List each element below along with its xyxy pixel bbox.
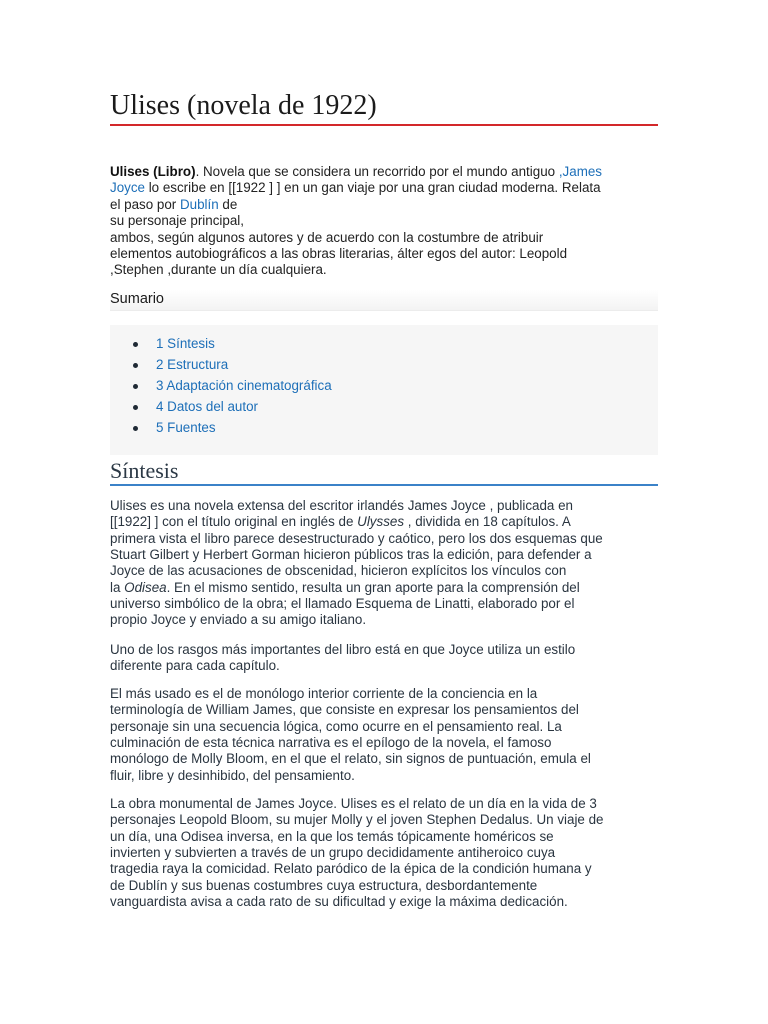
title-underline <box>110 124 658 126</box>
intro-bold-term: Ulises (Libro) <box>110 164 196 179</box>
sintesis-paragraph-1: Ulises es una novela extensa del escritor irlandés James Joyce , publicada en [[1922] ] con el título original en inglés de Ulysses , dividida en 18 capítulos. A primera vista el libro parece desestructurado y caótico, pero los dos esquemas que Stuart Gilbert y Herbert Gorman hicieron públicos tras la edición, para defender a Joyce de las acusaciones de obscenidad, hicieron explícitos los vínculos con la Odisea. En el mismo sentido, resulta un gran aporte para la comprensión del universo simbólico de la obra; el llamado Esquema de Linatti, elaborado por el propio Joyce y enviado a su amigo italiano. <box>110 498 603 628</box>
link-james[interactable]: ,James <box>558 164 602 179</box>
link-joyce[interactable]: Joyce <box>110 180 145 196</box>
bullet-icon <box>133 405 138 410</box>
intro-line-1: Ulises (Libro). Novela que se considera un recorrido por el mundo antiguo ,James <box>110 164 602 179</box>
title-ulysses: Ulysses <box>357 514 405 530</box>
toc-link-datos-autor[interactable]: 4 Datos del autor <box>156 399 258 414</box>
sintesis-paragraph-3: El más usado es el de monólogo interior corriente de la conciencia en la terminología de William James, que consiste en expresar los pensamientos del personaje sin una secuencia lógica, como ocurre en el pensamiento real. La culminación de esta técnica narrativa es el epílogo de la novela, el famoso monólogo de Molly Bloom, en el que el relato, sin signos de puntuación, emula el fluir, libre y desinhibido, del pensamiento. <box>110 686 591 783</box>
toc-link-estructura[interactable]: 2 Estructura <box>156 357 229 372</box>
page-title: Ulises (novela de 1922) <box>110 90 377 121</box>
intro-paragraph <box>110 164 658 279</box>
section-underline <box>110 484 658 486</box>
link-dublin[interactable]: Dublín <box>179 196 219 212</box>
intro-line-4: su personaje principal, <box>110 213 244 229</box>
toc-list-box <box>110 325 658 455</box>
toc-link-fuentes[interactable]: 5 Fuentes <box>156 420 216 435</box>
table-of-contents <box>110 290 658 455</box>
intro-line-3: el paso por Dublín de <box>110 196 238 212</box>
bullet-icon <box>133 426 138 431</box>
sintesis-paragraph-4: La obra monumental de James Joyce. Ulises es el relato de un día en la vida de 3 personajes Leopold Bloom, su mujer Molly y el joven Stephen Dedalus. Un viaje de un día, una Odisea inversa, en la que los temás tópicamente homéricos se invierten y subvierten a través de un grupo decididamente antiheroico cuya tragedia raya la comicidad. Relato paródico de la épica de la condición humana y de Dublín y sus buenas costumbres cuya estructura, desbordantemente vanguardista avisa a cada rato de su dificultad y exige la máxima dedicación. <box>110 796 604 910</box>
title-odisea: Odisea <box>124 579 167 595</box>
section-title-sintesis: Síntesis <box>110 458 179 483</box>
bullet-icon <box>133 384 138 389</box>
toc-heading: Sumario <box>110 290 658 311</box>
toc-link-adaptacion[interactable]: 3 Adaptación cinematográfica <box>156 378 332 393</box>
sintesis-paragraph-2: Uno de los rasgos más importantes del libro está en que Joyce utiliza un estilo diferente para cada capítulo. <box>110 642 576 674</box>
intro-line-2: Joyce lo escribe en [[1922 ] ] en un gan viaje por una gran ciudad moderna. Relata <box>110 180 601 196</box>
toc-link-sintesis[interactable]: 1 Síntesis <box>156 336 215 351</box>
intro-line-6: elementos autobiográficos a las obras literarias, álter egos del autor: Leopold <box>110 246 568 262</box>
bullet-icon <box>133 342 138 347</box>
bullet-icon <box>133 363 138 368</box>
intro-line-7: ,Stephen ,durante un día cualquiera. <box>110 262 327 278</box>
intro-line-5: ambos, según algunos autores y de acuerdo con la costumbre de atribuir <box>110 229 544 245</box>
